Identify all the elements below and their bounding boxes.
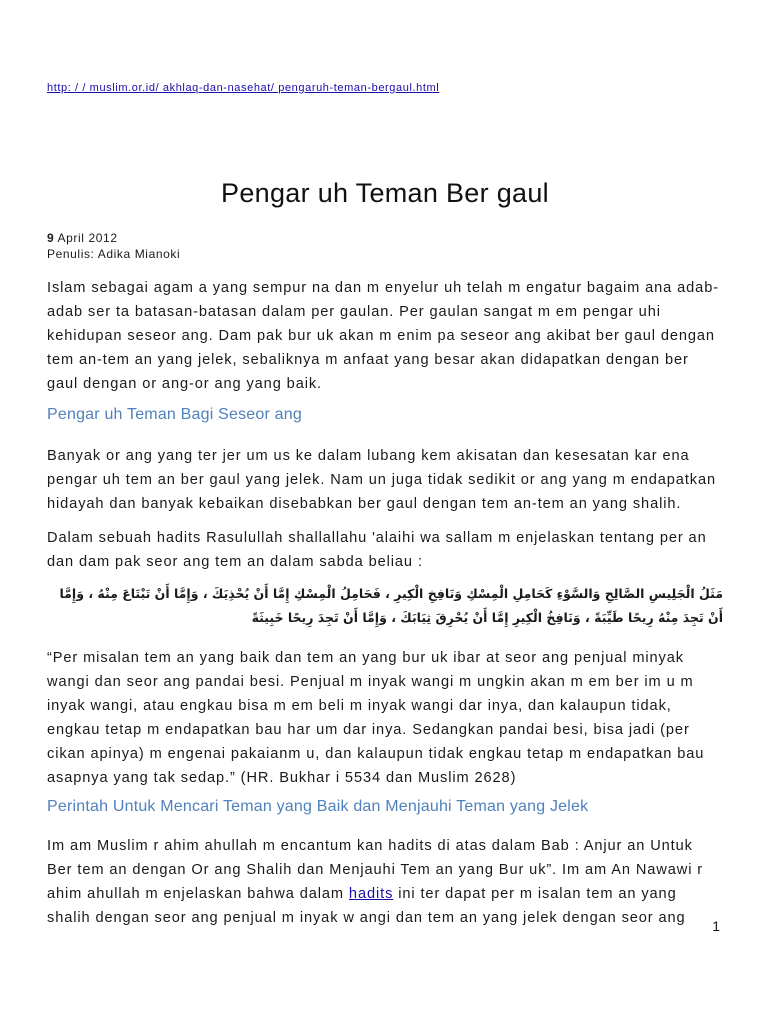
source-url-link[interactable]: http: / / muslim.or.id/ akhlaq-dan-nasehat/ pengaruh-teman-bergaul.html [47, 82, 440, 94]
paragraph-3-text-b: ini ter dapat per m isalan tem an yang shalih dengan seor ang penjual m inyak w angi dan tem an yang jelek dengan seor ang [47, 886, 686, 926]
hadith-translation-quote: “Per misalan tem an yang baik dan tem an yang bur uk ibar at seor ang penjual minyak wangi dan seor ang pandai besi. Penjual m inyak wangi m ungkin akan m em ber im u m inyak wangi, atau engkau bisa m em beli m inyak wangi dar inya, dan kalaupun tidak, engkau tetap m endapatkan bau har um dar inya. Sedangkan pandai besi, bisa jadi (per cikan apinya) m engenai pakaianm u, dan kalaupun tidak engkau tetap m endapatkan bau asapnya yang tak sedap.” (HR. Bukhar i 5534 dan Muslim 2628) [47, 650, 705, 786]
date-day: 9 [47, 231, 55, 245]
publish-date [47, 230, 180, 246]
section-heading-2: Perintah Untuk Mencari Teman yang Baik dan Menjauhi Teman yang Jelek [47, 798, 589, 815]
article-title: Pengar uh Teman Ber gaul [221, 178, 549, 208]
hadits-link[interactable]: hadits [348, 886, 394, 902]
paragraph-1: Banyak or ang yang ter jer um us ke dalam lubang kem akisatan dan kesesatan kar ena pengar uh tem an ber gaul yang jelek. Nam un juga tidak sedikit or ang yang m endapatkan hidayah dan banyak kebaikan disebabkan ber gaul dengan tem an-tem an yang shalih. [47, 448, 716, 512]
paragraph-2: Dalam sebuah hadits Rasulullah shallallahu 'alaihi wa sallam m enjelaskan tentang per an dan dam pak seor ang tem an dalam sabda beliau : [47, 530, 707, 570]
date-month-year: April 2012 [54, 231, 118, 245]
page-number: 1 [712, 918, 720, 934]
paragraph-3-text-a: Im am Muslim r ahim ahullah m encantum kan hadits di atas dalam Bab : Anjur an Untuk Ber tem an dengan Or ang Shalih dan Menjauhi Tem an yang Bur uk”. Im am An Nawawi r ahim ahullah m enjelaskan bahwa dalam [47, 838, 704, 902]
paragraph-3 [47, 834, 723, 930]
arabic-hadith: مَثَلُ الْجَلِيسِ الصَّالِحِ وَالسَّوْءِ كَحَامِلِ الْمِسْكِ وَنَافِخِ الْكِيرِ ، فَحَامِلُ الْمِسْكِ إِمَّا أَنْ يُحْذِيَكَ ، وَإِمَّا أَنْ تَبْتَاعَ مِنْهُ ، وَإِمَّا أَنْ تَجِدَ مِنْهُ رِيحًا طَيِّبَةً ، وَنَافِخُ الْكِيرِ إِمَّا أَنْ يُحْرِقَ ثِيَابَكَ ، وَإِمَّا أَنْ تَجِدَ رِيحًا خَبِيثَةً [59, 586, 723, 625]
article-meta [47, 230, 180, 262]
section-heading-1: Pengar uh Teman Bagi Seseor ang [47, 406, 302, 423]
intro-paragraph: Islam sebagai agam a yang sempur na dan m enyelur uh telah m engatur bagaim ana adab-adab ser ta batasan-batasan dalam per gaulan. Per gaulan sangat m em pengar uhi kehidupan seseor ang. Dam pak bur uk akan m enim pa seseor ang akibat ber gaul dengan tem an-tem an yang jelek, sebaliknya m anfaat yang besar akan didapatkan dengan ber gaul dengan or ang-or ang yang baik. [47, 280, 719, 392]
author-line: Penulis: Adika Mianoki [47, 247, 181, 261]
